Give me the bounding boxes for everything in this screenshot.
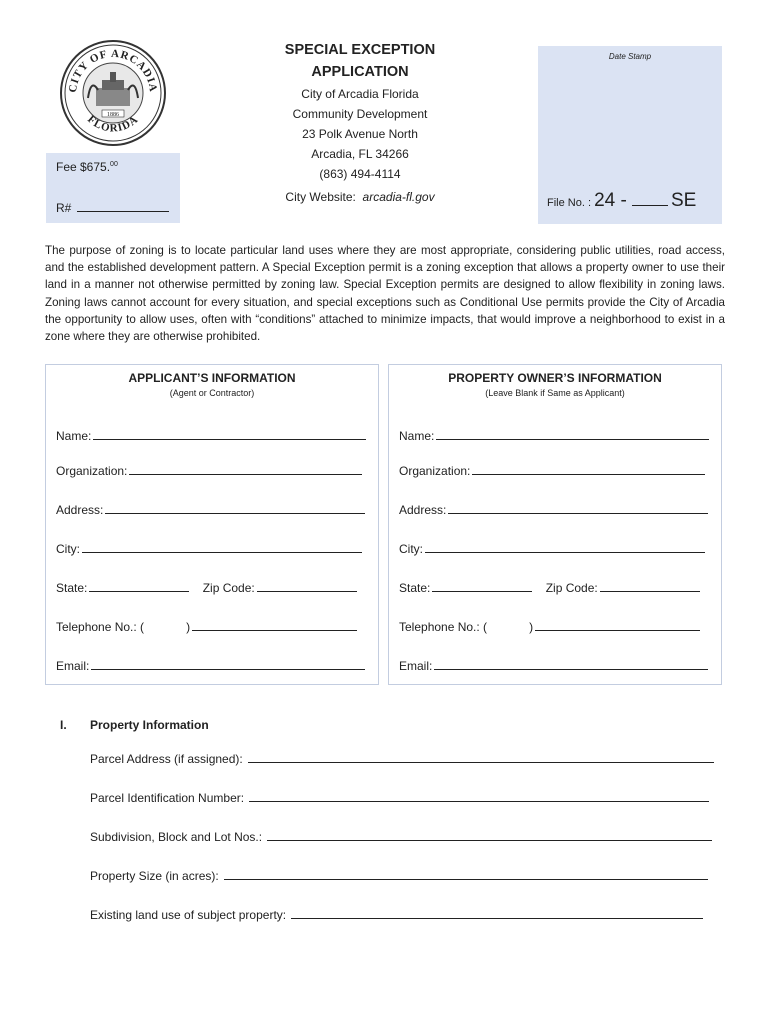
website-link[interactable]: arcadia-fl.gov [362, 190, 435, 204]
property-size-field[interactable]: Property Size (in acres): [90, 868, 708, 883]
street-address: 23 Polk Avenue North [302, 127, 418, 141]
applicant-name-field[interactable]: Name: [56, 428, 366, 443]
purpose-paragraph: The purpose of zoning is to locate particular land uses where they are most appropriate, considering public utilities, road access, and the established development pattern. A Special Exception permit is a zoning exception that allows a property owner to use their land in a manner not otherwise permitted by zoning law. Special Exception permits are designed to allow flexibility in zoning laws. Zoning laws cannot account for every situation, and special exceptions such as Conditional Use permits provide the City of Arcadia the opportunity to allow uses, often with “conditions” attached to minimize impacts, that would improve a neighborhood to exist in a zone where they are otherwise prohibited. [45, 244, 725, 344]
applicant-email-field[interactable]: Email: [56, 658, 365, 673]
form-title-line1: SPECIAL EXCEPTION [284, 42, 436, 58]
receipt-number-field[interactable]: R# [56, 200, 169, 215]
subdivision-field[interactable]: Subdivision, Block and Lot Nos.: [90, 829, 712, 844]
applicant-address-field[interactable]: Address: [56, 502, 365, 517]
applicant-title: APPLICANT’S INFORMATION [128, 371, 296, 385]
owner-email-field[interactable]: Email: [399, 658, 708, 673]
seal-year: 1886 [107, 112, 119, 118]
applicant-info-section [45, 364, 379, 685]
applicant-city-field[interactable]: City: [56, 541, 362, 556]
existing-land-use-field[interactable]: Existing land use of subject property: [90, 907, 703, 922]
parcel-id-field[interactable]: Parcel Identification Number: [90, 790, 709, 805]
owner-name-field[interactable]: Name: [399, 428, 709, 443]
seal-text-top: CITY OF ARCADIA [66, 47, 160, 94]
date-stamp-label: Date Stamp [608, 52, 652, 61]
owner-info-section [388, 364, 722, 685]
department: Community Development [292, 107, 428, 121]
city-seal [58, 38, 168, 148]
owner-address-field[interactable]: Address: [399, 502, 708, 517]
owner-city-field[interactable]: City: [399, 541, 705, 556]
file-number-blank[interactable] [632, 190, 668, 206]
parcel-address-field[interactable]: Parcel Address (if assigned): [90, 751, 714, 766]
city-website: City Website: arcadia-fl.gov [285, 190, 435, 204]
section-title: Property Information [90, 718, 209, 732]
applicant-subtitle: (Agent or Contractor) [169, 388, 255, 398]
form-title-line2: APPLICATION [311, 64, 409, 80]
owner-organization-field[interactable]: Organization: [399, 463, 705, 478]
fee-amount: Fee $675.00 [56, 160, 118, 174]
seal-text-bottom: FLORIDA [85, 113, 141, 135]
file-number: File No. : 24 - SE [547, 190, 697, 211]
city-state-zip: Arcadia, FL 34266 [311, 147, 409, 161]
applicant-organization-field[interactable]: Organization: [56, 463, 362, 478]
owner-title: PROPERTY OWNER’S INFORMATION [448, 371, 662, 385]
org-name: City of Arcadia Florida [301, 87, 419, 101]
phone-number: (863) 494-4114 [319, 167, 401, 181]
owner-state-zip-field[interactable]: State: Zip Code: [399, 580, 700, 595]
owner-subtitle: (Leave Blank if Same as Applicant) [485, 388, 625, 398]
owner-telephone-field[interactable]: Telephone No.: ( ) [399, 619, 700, 634]
section-number: I. [60, 718, 67, 732]
applicant-state-zip-field[interactable]: State: Zip Code: [56, 580, 357, 595]
applicant-telephone-field[interactable]: Telephone No.: ( ) [56, 619, 357, 634]
